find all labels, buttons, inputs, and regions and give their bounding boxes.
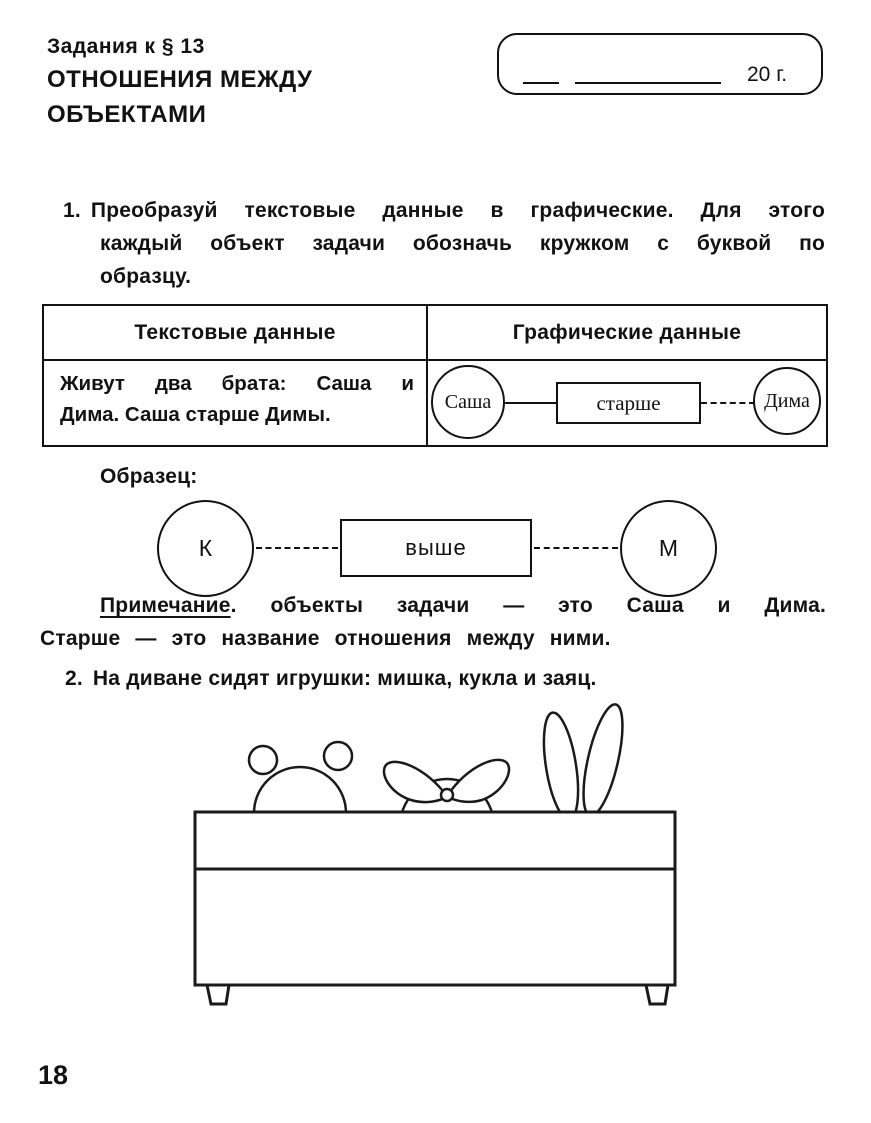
note-line1-rest: . объекты задачи — это Саша и Дима. xyxy=(230,594,826,617)
bow-left-loop xyxy=(384,762,447,802)
object-circle-sasha xyxy=(431,365,505,439)
sofa xyxy=(195,812,675,1004)
task1-number: 1. xyxy=(63,199,81,222)
relation-label-starshe: старше xyxy=(596,390,661,415)
rabbit-ears xyxy=(538,701,631,822)
sofa-body xyxy=(195,812,675,985)
doll-head-with-bow xyxy=(384,760,509,873)
date-blank-long xyxy=(575,82,721,84)
sample-relation-box xyxy=(340,519,532,577)
table-text-line1: Живут два брата: Саша и xyxy=(60,372,414,395)
task2-text: На диване сидят игрушки: мишка, кукла и заяц. xyxy=(92,667,597,690)
doll-head xyxy=(400,779,494,873)
table-cell-diagram xyxy=(428,361,826,445)
sample-relation-label: выше xyxy=(405,535,467,560)
bow-knot xyxy=(441,789,453,801)
bear-ear-right xyxy=(324,742,352,770)
table-body-row xyxy=(44,361,826,445)
note-lead-word: Примечание xyxy=(100,594,231,617)
sample-label-k: К xyxy=(198,535,213,561)
table-text-line2: Дима. Саша старше Димы. xyxy=(60,403,331,426)
task2-paragraph xyxy=(65,662,845,695)
sample-circle-m xyxy=(620,500,717,597)
object-label-dima: Дима xyxy=(764,389,810,412)
teddy-bear-head xyxy=(249,742,352,859)
page-header xyxy=(47,32,312,132)
sofa-foot-left xyxy=(207,985,229,1004)
table-cell-text xyxy=(44,361,428,445)
sample-connector-right xyxy=(534,547,618,549)
rabbit-ear-left xyxy=(538,710,585,821)
connector-dashed-line xyxy=(701,402,755,404)
date-suffix-label: 20 г. xyxy=(747,63,788,86)
column-header-text-data: Текстовые данные xyxy=(44,306,428,359)
data-table xyxy=(42,304,828,447)
date-blank-short xyxy=(523,82,559,84)
bear-head xyxy=(254,767,346,859)
task1-paragraph xyxy=(63,194,825,293)
object-circle-dima xyxy=(753,367,821,435)
table-header-row xyxy=(44,306,826,361)
column-header-graphic-data: Графические данные xyxy=(512,321,742,344)
page-title-line2: ОБЪЕКТАМИ xyxy=(47,101,207,128)
rabbit-ear-right xyxy=(576,701,631,819)
note-line2: Старше — это название отношения между ними. xyxy=(40,627,611,650)
sample-label: Образец: xyxy=(100,465,198,488)
page-title-line1: ОТНОШЕНИЯ МЕЖДУ xyxy=(47,66,313,93)
sample-connector-left xyxy=(256,547,338,549)
relation-box-starshe xyxy=(556,382,701,424)
sofa-foot-right xyxy=(646,985,668,1004)
bear-ear-left xyxy=(249,746,277,774)
note-line1 xyxy=(40,589,826,622)
task2-number: 2. xyxy=(65,667,83,690)
task1-line2: каждый объект задачи обозначь кружком с буквой по xyxy=(100,232,825,255)
bow-right-loop xyxy=(447,760,509,802)
task1-line1 xyxy=(63,194,825,227)
date-box xyxy=(497,33,823,95)
header-tasks-line: Задания к § 13 xyxy=(47,35,205,58)
task1-line3: образцу. xyxy=(100,265,192,288)
sample-label-m: М xyxy=(658,535,679,561)
connector-line xyxy=(505,402,556,404)
task1-line1-text: Преобразуй текстовые данные в графические. Для этого xyxy=(90,199,825,222)
note-paragraph xyxy=(40,589,826,655)
sample-circle-k xyxy=(157,500,254,597)
object-label-sasha: Саша xyxy=(444,390,492,413)
page-number: 18 xyxy=(38,1060,69,1090)
